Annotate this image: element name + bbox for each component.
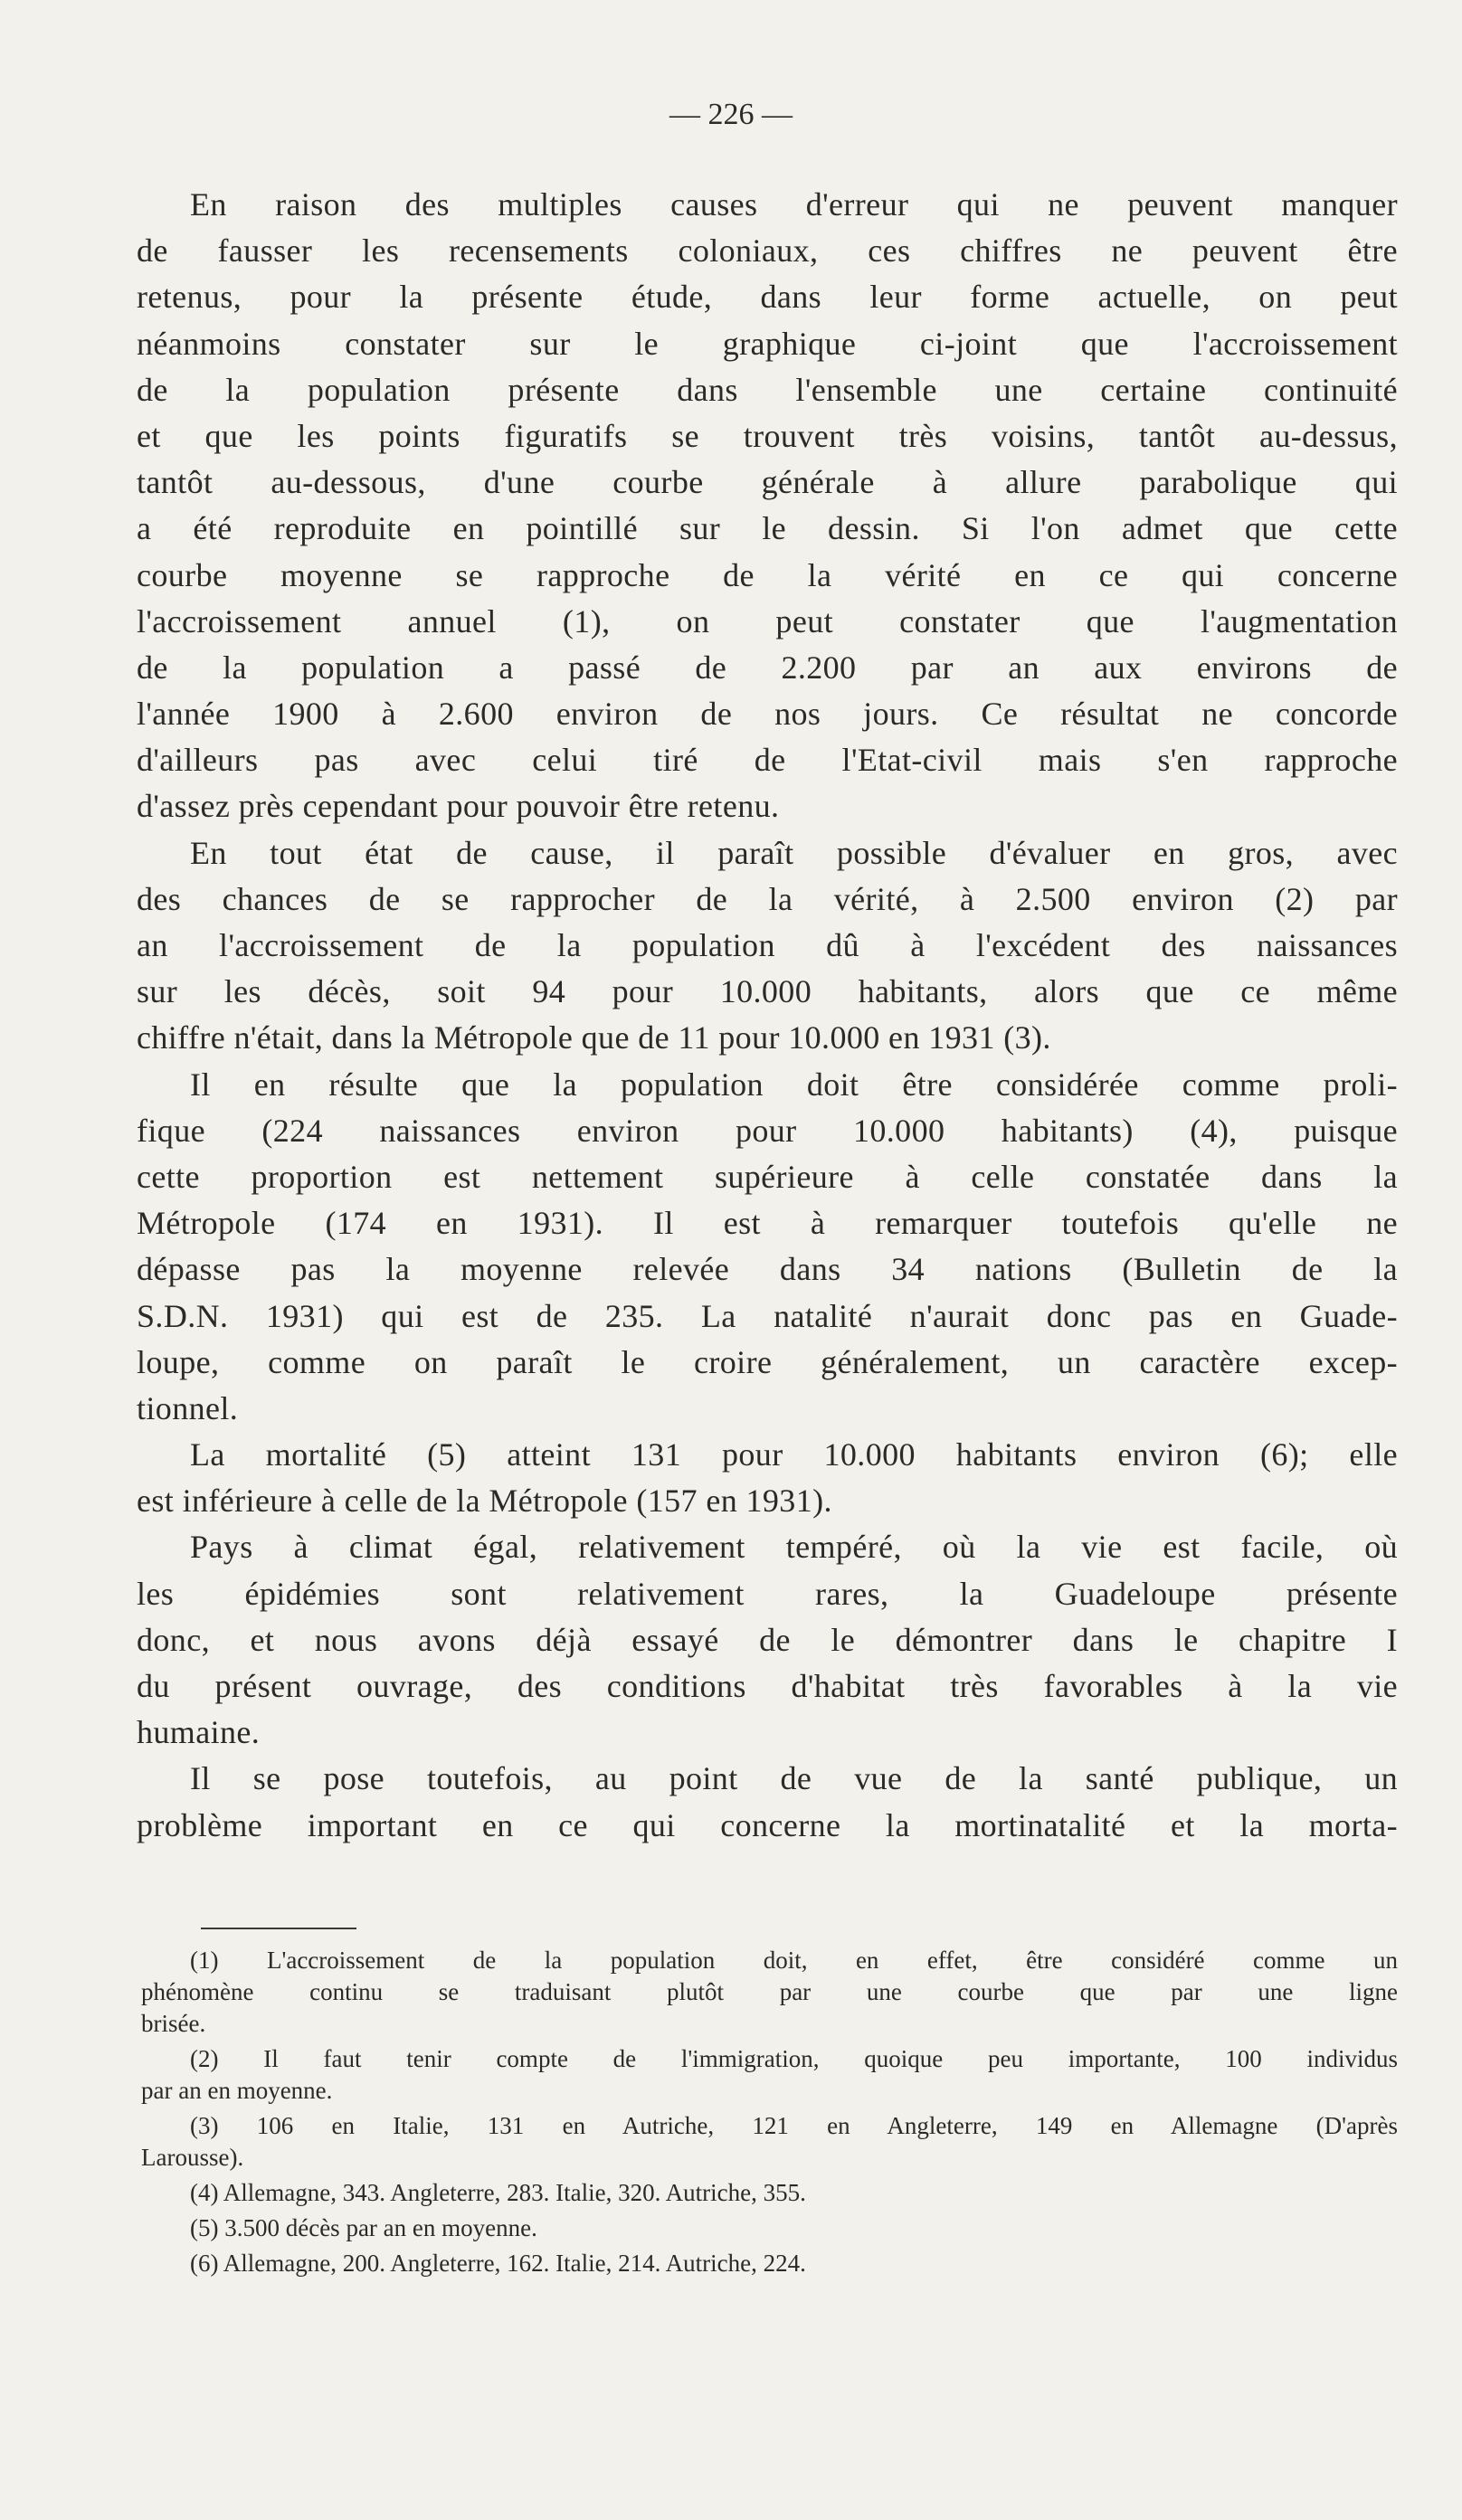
text-line: tionnel. bbox=[137, 1389, 239, 1426]
paragraph bbox=[137, 1432, 1398, 1524]
text-line: l'année 1900 à 2.600 environ de nos jours. Ce résultat ne concorde bbox=[137, 696, 1398, 733]
footnote bbox=[141, 2248, 1398, 2279]
footnote-line: Larousse). bbox=[141, 2144, 244, 2171]
footnote bbox=[141, 2177, 1398, 2209]
text-line: S.D.N. 1931) qui est de 235. La natalité n'aurait donc pas en Guade- bbox=[137, 1297, 1398, 1334]
text-line: En tout état de cause, il paraît possible d'évaluer en gros, avec bbox=[190, 834, 1398, 871]
text-line: retenus, pour la présente étude, dans leur forme actuelle, on peut bbox=[137, 279, 1398, 316]
text-line: donc, et nous avons déjà essayé de le démontrer dans le chapitre I bbox=[137, 1621, 1398, 1658]
paragraph bbox=[137, 1756, 1398, 1848]
text-line: cette proportion est nettement supérieure à celle constatée dans la bbox=[137, 1158, 1398, 1195]
paragraph bbox=[137, 830, 1398, 1062]
footnote-line: (2) Il faut tenir compte de l'immigration, quoique peu importante, 100 individus bbox=[190, 2045, 1398, 2072]
footnote-line: (3) 106 en Italie, 131 en Autriche, 121 en Angleterre, 149 en Allemagne (D'après bbox=[190, 2112, 1398, 2139]
footnotes bbox=[141, 1945, 1398, 2283]
footnote bbox=[141, 2110, 1398, 2174]
page-number: — 226 — bbox=[669, 98, 793, 131]
text-line: et que les points figuratifs se trouvent très voisins, tantôt au-dessus, bbox=[137, 417, 1398, 454]
text-line: néanmoins constater sur le graphique ci-joint que l'accroissement bbox=[137, 325, 1398, 362]
text-line: d'ailleurs pas avec celui tiré de l'Etat-civil mais s'en rapproche bbox=[137, 742, 1398, 779]
text-line: Il se pose toutefois, au point de vue de la santé publique, un bbox=[190, 1760, 1398, 1797]
text-line: l'accroissement annuel (1), on peut constater que l'augmentation bbox=[137, 602, 1398, 639]
footnote-line: phénomène continu se traduisant plutôt par une courbe que par une ligne bbox=[141, 1978, 1398, 2005]
text-line: d'assez près cependant pour pouvoir être retenu. bbox=[137, 788, 780, 825]
text-line: chiffre n'était, dans la Métropole que de 11 pour 10.000 en 1931 (3). bbox=[137, 1019, 1051, 1056]
body-text bbox=[137, 182, 1398, 1849]
footnote-line: (4) Allemagne, 343. Angleterre, 283. Italie, 320. Autriche, 355. bbox=[190, 2179, 806, 2206]
text-line: de la population présente dans l'ensemble une certaine continuité bbox=[137, 371, 1398, 408]
text-line: tantôt au-dessous, d'une courbe générale à allure parabolique qui bbox=[137, 464, 1398, 501]
text-line: Il en résulte que la population doit être considérée comme proli- bbox=[190, 1066, 1398, 1103]
text-line: est inférieure à celle de la Métropole (157 en 1931). bbox=[137, 1483, 832, 1520]
text-line: La mortalité (5) atteint 131 pour 10.000 habitants environ (6); elle bbox=[190, 1436, 1398, 1473]
text-line: fique (224 naissances environ pour 10.000 habitants) (4), puisque bbox=[137, 1112, 1398, 1149]
paragraph bbox=[137, 1062, 1398, 1433]
text-line: de fausser les recensements coloniaux, ces chiffres ne peuvent être bbox=[137, 232, 1398, 270]
text-line: a été reproduite en pointillé sur le dessin. Si l'on admet que cette bbox=[137, 510, 1398, 547]
text-line: loupe, comme on paraît le croire généralement, un caractère excep- bbox=[137, 1343, 1398, 1380]
text-line: humaine. bbox=[137, 1714, 261, 1751]
text-line: Pays à climat égal, relativement tempéré, où la vie est facile, où bbox=[190, 1529, 1398, 1566]
text-line: du présent ouvrage, des conditions d'habitat très favorables à la vie bbox=[137, 1668, 1398, 1704]
text-line: an l'accroissement de la population dû à l'excédent des naissances bbox=[137, 927, 1398, 963]
footnote-line: brisée. bbox=[141, 2010, 206, 2037]
footnote-line: (6) Allemagne, 200. Angleterre, 162. Italie, 214. Autriche, 224. bbox=[190, 2250, 806, 2277]
footnote bbox=[141, 2212, 1398, 2244]
footnote-line: (5) 3.500 décès par an en moyenne. bbox=[190, 2214, 537, 2241]
text-line: les épidémies sont relativement rares, la Guadeloupe présente bbox=[137, 1575, 1398, 1612]
paragraph bbox=[137, 1524, 1398, 1756]
paragraph bbox=[137, 182, 1398, 830]
text-line: problème important en ce qui concerne la mortinatalité et la morta- bbox=[137, 1806, 1398, 1843]
text-line: sur les décès, soit 94 pour 10.000 habitants, alors que ce même bbox=[137, 973, 1398, 1010]
text-line: dépasse pas la moyenne relevée dans 34 nations (Bulletin de la bbox=[137, 1251, 1398, 1288]
text-line: des chances de se rapprocher de la vérité, à 2.500 environ (2) par bbox=[137, 880, 1398, 917]
footnote-line: par an en moyenne. bbox=[141, 2077, 333, 2104]
text-line: de la population a passé de 2.200 par an aux environs de bbox=[137, 649, 1398, 686]
text-line: Métropole (174 en 1931). Il est à remarquer toutefois qu'elle ne bbox=[137, 1205, 1398, 1242]
footnote bbox=[141, 1945, 1398, 2040]
footnote bbox=[141, 2043, 1398, 2107]
footnote-line: (1) L'accroissement de la population doit, en effet, être considéré comme un bbox=[190, 1947, 1398, 1974]
footnote-divider bbox=[201, 1928, 356, 1929]
text-line: En raison des multiples causes d'erreur qui ne peuvent manquer bbox=[190, 186, 1398, 223]
text-line: courbe moyenne se rapproche de la vérité en ce qui concerne bbox=[137, 556, 1398, 593]
